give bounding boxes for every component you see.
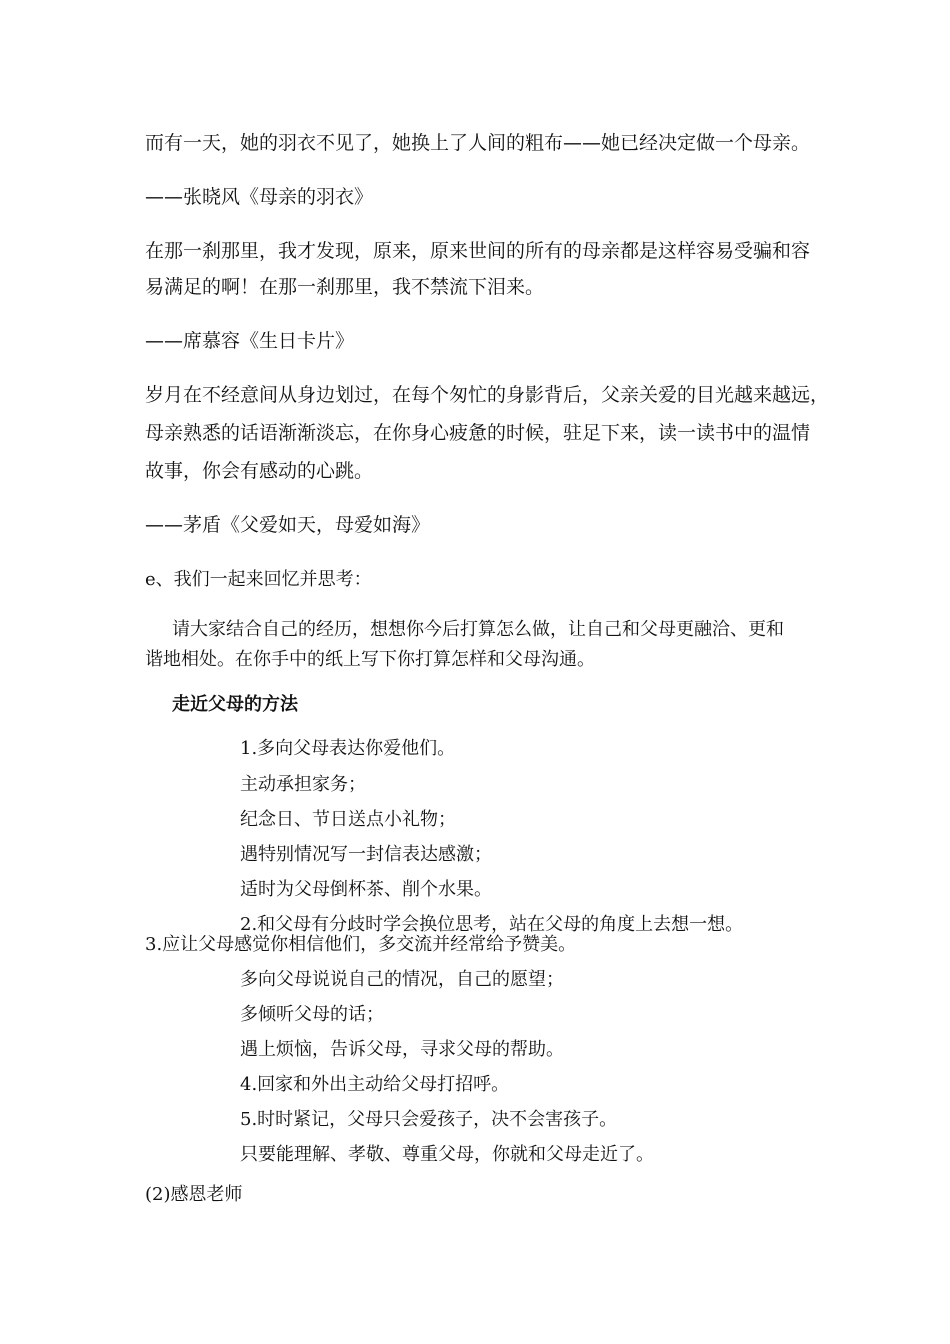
section-e-paragraph-line-1: 请大家结合自己的经历，想想你今后打算怎么做，让自己和父母更融洽、更和 (172, 619, 784, 640)
quote-3-line-1: 岁月在不经意间从身边划过，在每个匆忙的身影背后，父亲关爱的目光越来越远， (145, 384, 830, 406)
quote-1-line-1: 而有一天，她的羽衣不见了，她换上了人间的粗布——她已经决定做一个母亲。 (145, 132, 811, 154)
methods-item: 2.和父母有分歧时学会换位思考，站在父母的角度上去想一想。 (240, 914, 744, 935)
quote-1-attribution: ——张晓风《母亲的羽衣》 (145, 186, 374, 208)
methods-item: 4.回家和外出主动给父母打招呼。 (240, 1074, 510, 1095)
methods-item: 纪念日、节日送点小礼物； (240, 809, 456, 830)
quote-2-line-1: 在那一刹那里，我才发现，原来，原来世间的所有的母亲都是这样容易受骗和容 (145, 240, 811, 262)
quote-3-line-2: 母亲熟悉的话语渐渐淡忘，在你身心疲惫的时候，驻足下来，读一读书中的温情 (145, 422, 811, 444)
methods-item: 多倾听父母的话； (240, 1004, 384, 1025)
section-e-paragraph-line-2: 谐地相处。在你手中的纸上写下你打算怎样和父母沟通。 (145, 649, 595, 670)
next-section-heading: (2)感恩老师 (145, 1184, 243, 1205)
methods-item: 主动承担家务； (240, 774, 366, 795)
methods-item: 多向父母说说自己的情况，自己的愿望； (240, 969, 564, 990)
methods-item: 遇特别情况写一封信表达感激； (240, 844, 492, 865)
methods-title: 走近父母的方法 (172, 694, 298, 715)
section-e-heading: e、我们一起来回忆并思考： (145, 569, 372, 590)
methods-item: 1.多向父母表达你爱他们。 (240, 738, 456, 759)
quote-2-line-2: 易满足的啊！在那一刹那里，我不禁流下泪来。 (145, 276, 545, 298)
methods-item: 3.应让父母感觉你相信他们，多交流并经常给予赞美。 (145, 934, 577, 955)
quote-3-line-3: 故事，你会有感动的心跳。 (145, 460, 374, 482)
methods-item: 只要能理解、孝敬、尊重父母，你就和父母走近了。 (240, 1144, 654, 1165)
methods-item: 5.时时紧记，父母只会爱孩子，决不会害孩子。 (240, 1109, 618, 1130)
quote-3-attribution: ——茅盾《父爱如天，母爱如海》 (145, 514, 431, 536)
methods-item: 遇上烦恼，告诉父母，寻求父母的帮助。 (240, 1039, 564, 1060)
quote-2-attribution: ——席慕容《生日卡片》 (145, 330, 355, 352)
methods-item: 适时为父母倒杯茶、削个水果。 (240, 879, 492, 900)
